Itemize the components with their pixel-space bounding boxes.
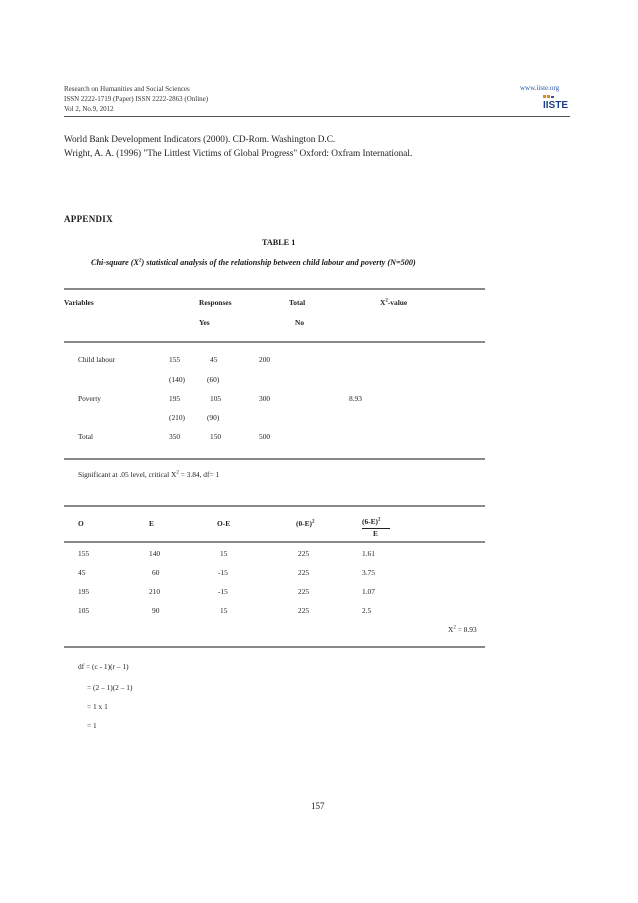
cell-e: 90 <box>152 606 160 615</box>
row-label-poverty: Poverty <box>78 394 101 403</box>
table1-header-rule <box>64 341 485 343</box>
cell-yes: 350 <box>169 432 181 441</box>
cell-o-minus-e: 15 <box>220 606 228 615</box>
cell-squared: 225 <box>298 606 310 615</box>
appendix-heading: APPENDIX <box>64 214 113 224</box>
cell-ratio: 3.75 <box>362 568 375 577</box>
df-formula-line: = 1 <box>87 721 97 730</box>
table2-header-rule <box>64 541 485 543</box>
cell-no: 150 <box>210 432 222 441</box>
cell-squared: 225 <box>298 549 310 558</box>
cell-o: 45 <box>78 568 86 577</box>
table1-top-rule <box>64 288 485 290</box>
cell-total: 500 <box>259 432 271 441</box>
cell-o: 155 <box>78 549 90 558</box>
logo-text: IISTE <box>543 100 569 110</box>
cell-yes: 195 <box>169 394 181 403</box>
significance-note: Significant at .05 level, critical $X^2 = 3.84$, df= 1 <box>78 470 220 479</box>
table2-bottom-rule <box>64 646 485 648</box>
cell-no-expected: (60) <box>207 375 220 384</box>
cell-total: 200 <box>259 355 271 364</box>
cell-o-minus-e: -15 <box>218 587 228 596</box>
cell-squared: 225 <box>298 587 310 596</box>
cell-o: 105 <box>78 606 90 615</box>
volume-line: Vol 2, No.9, 2012 <box>64 105 114 113</box>
reference-1: World Bank Development Indicators (2000). CD-Rom. Washington D.C. <box>64 135 336 145</box>
df-formula-line: df = (c - 1)(r – 1) <box>78 662 129 671</box>
cell-yes-expected: (140) <box>169 375 186 384</box>
table2-top-rule <box>64 505 485 507</box>
row-label-child-labour: Child labour <box>78 355 116 364</box>
journal-title: Research on Humanities and Social Sciences <box>64 85 190 93</box>
page-number: 157 <box>311 801 325 811</box>
row-label-total: Total <box>78 432 94 441</box>
cell-e: 140 <box>149 549 161 558</box>
cell-ratio: 1.07 <box>362 587 375 596</box>
cell-o: 195 <box>78 587 90 596</box>
journal-url-link[interactable]: www.iiste.org <box>520 84 560 92</box>
cell-x2-value: 8.93 <box>349 394 362 403</box>
header-yes: Yes <box>199 318 210 327</box>
header-o: O <box>78 519 84 528</box>
cell-no-expected: (90) <box>207 413 220 422</box>
cell-squared: 225 <box>298 568 310 577</box>
cell-o-minus-e: 15 <box>220 549 228 558</box>
header-squared: $(0-E)^2$ <box>296 519 315 528</box>
header-x2-value: $X^2$-value <box>380 298 408 307</box>
reference-2: Wright, A. A. (1996) "The Littlest Victims of Global Progress" Oxford: Oxfram International. <box>64 149 413 159</box>
cell-yes-expected: (210) <box>169 413 186 422</box>
cell-yes: 155 <box>169 355 181 364</box>
header-no: No <box>295 318 305 327</box>
df-formula-line: = (2 – 1)(2 – 1) <box>87 683 133 692</box>
header-fraction-numerator: $(6-E)^2$ <box>362 517 381 526</box>
header-divider <box>64 116 570 117</box>
cell-e: 210 <box>149 587 161 596</box>
df-formula-line: = 1 x 1 <box>87 702 108 711</box>
header-responses: Responses <box>199 298 232 307</box>
chi-square-total: $X^2 = 8.93$ <box>448 625 477 634</box>
cell-ratio: 1.61 <box>362 549 375 558</box>
cell-no: 45 <box>210 355 218 364</box>
header-total: Total <box>289 298 306 307</box>
iiste-logo <box>543 95 569 110</box>
cell-o-minus-e: -15 <box>218 568 228 577</box>
header-e: E <box>149 519 154 528</box>
table1-title: TABLE 1 <box>262 238 296 247</box>
table1-caption: Chi-square $(X^2)$ statistical analysis of the relationship between child labour and poverty (N=500) <box>91 258 416 267</box>
header-variables: Variables <box>64 298 94 307</box>
cell-total: 300 <box>259 394 271 403</box>
issn-line: ISSN 2222-1719 (Paper) ISSN 2222-2863 (Online) <box>64 95 209 103</box>
cell-e: 60 <box>152 568 160 577</box>
header-fraction-denominator: E <box>373 529 378 538</box>
cell-no: 105 <box>210 394 222 403</box>
table1-bottom-rule <box>64 458 485 460</box>
header-o-minus-e: O-E <box>217 519 231 528</box>
cell-ratio: 2.5 <box>362 606 372 615</box>
